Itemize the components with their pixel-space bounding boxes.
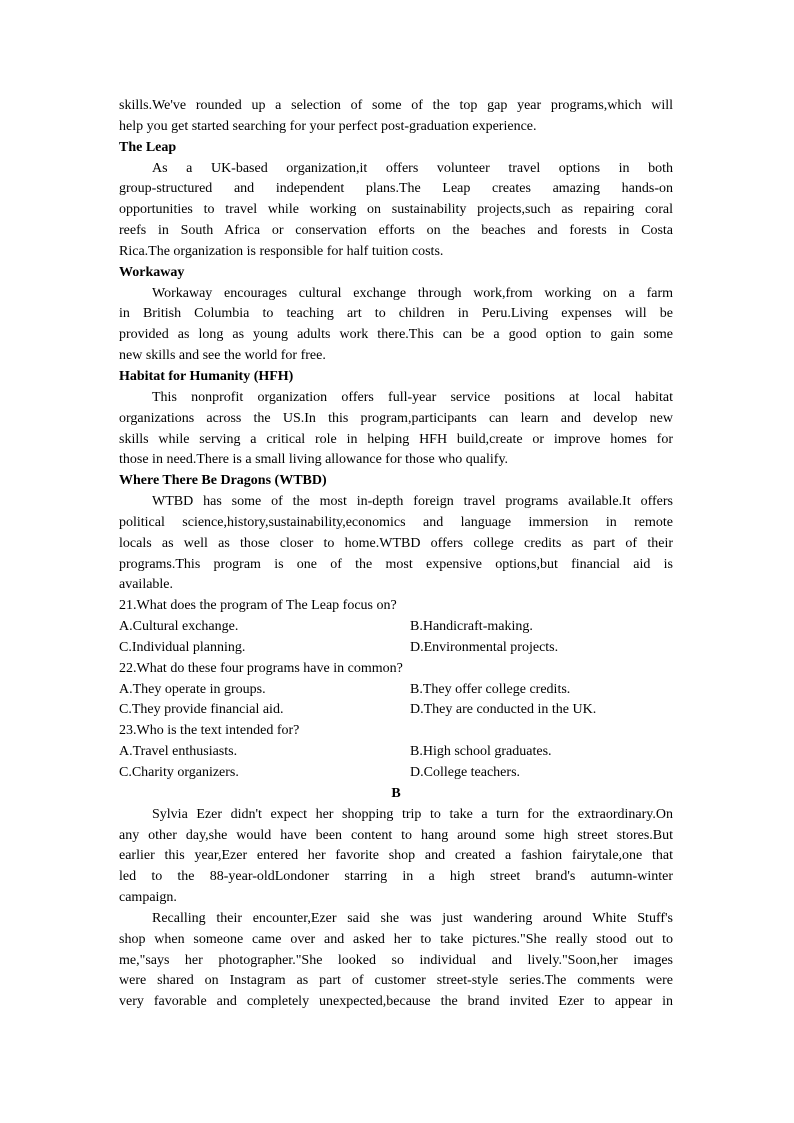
section-heading: Workaway [119, 264, 185, 280]
text-line: opportunities to travel while working on sustainability projects,such as repairing coral [119, 202, 673, 218]
answer-option[interactable]: A.They operate in groups. [119, 681, 266, 697]
question-stem: 22.What do these four programs have in common? [119, 660, 403, 676]
options-row [119, 700, 673, 721]
text-line: any other day,she would have been content to hang around some high street stores.But [119, 827, 673, 843]
text-line: This nonprofit organization offers full-year service positions at local habitat [152, 389, 673, 405]
text-line: As a UK-based organization,it offers volunteer travel options in both [152, 160, 673, 176]
text-line: group-structured and independent plans.The Leap creates amazing hands-on [119, 181, 673, 197]
section-heading: Where There Be Dragons (WTBD) [119, 473, 327, 489]
section-heading: Habitat for Humanity (HFH) [119, 368, 294, 384]
text-line: locals as well as those closer to home.WTBD offers college credits as part of their [119, 535, 673, 551]
answer-option[interactable]: A.Cultural exchange. [119, 619, 239, 635]
text-line: in British Columbia to teaching art to children in Peru.Living expenses will be [119, 306, 673, 322]
options-row [119, 617, 673, 638]
question-stem: 21.What does the program of The Leap focus on? [119, 598, 397, 614]
text-line: very favorable and completely unexpected,because the brand invited Ezer to appear in [119, 994, 673, 1010]
text-line: new skills and see the world for free. [119, 348, 326, 364]
options-row [119, 680, 673, 701]
text-line: Workaway encourages cultural exchange through work,from working on a farm [152, 285, 673, 301]
answer-option[interactable]: A.Travel enthusiasts. [119, 744, 238, 760]
answer-option[interactable]: D.College teachers. [410, 765, 521, 780]
text-line: skills while serving a critical role in helping HFH build,create or improve homes for [119, 431, 673, 447]
answer-option[interactable]: D.They are conducted in the UK. [410, 702, 597, 718]
answer-option[interactable]: D.Environmental projects. [410, 639, 559, 655]
options-row [119, 638, 673, 659]
text-line: political science,history,sustainability,economics and language immersion in remote [119, 514, 673, 530]
text-line: were shared on Instagram as part of customer street-style series.The comments were [119, 973, 673, 989]
options-row [119, 742, 673, 763]
answer-option[interactable]: B.They offer college credits. [410, 681, 571, 697]
text-line: campaign. [119, 890, 177, 906]
text-line: available. [119, 577, 174, 593]
text-line: WTBD has some of the most in-depth foreign travel programs available.It offers [152, 494, 673, 510]
section-heading: The Leap [119, 139, 177, 155]
text-line: Rica.The organization is responsible for half tuition costs. [119, 243, 444, 259]
section-letter: B [391, 785, 401, 801]
text-line: earlier this year,Ezer entered her favorite shop and created a fashion fairytale,one that [119, 848, 673, 864]
text-line: provided as long as young adults work there.This can be a good option to gain some [119, 327, 673, 343]
answer-option[interactable]: C.Individual planning. [119, 639, 246, 655]
text-line: shop when someone came over and asked her to take pictures."She really stood out to [119, 931, 673, 947]
question-stem: 23.Who is the text intended for? [119, 723, 300, 739]
text-line: Recalling their encounter,Ezer said she was just wandering around White Stuff's [152, 910, 673, 926]
text-line: reefs in South Africa or conservation efforts on the beaches and forests in Costa [119, 223, 673, 239]
answer-option[interactable]: C.Charity organizers. [119, 765, 239, 780]
options-row [119, 763, 673, 784]
answer-option[interactable]: B.Handicraft-making. [410, 619, 533, 635]
text-line: me,"says her photographer."She looked so individual and lively."Soon,her images [119, 952, 673, 968]
text-line: led to the 88-year-oldLondoner starring in a high street brand's autumn-winter [119, 869, 673, 885]
text-line: Sylvia Ezer didn't expect her shopping trip to take a turn for the extraordinary.On [152, 806, 673, 822]
text-line: help you get started searching for your perfect post-graduation experience. [119, 118, 537, 134]
text-line: programs.This program is one of the most expensive options,but financial aid is [119, 556, 673, 572]
text-line: those in need.There is a small living allowance for those who qualify. [119, 452, 509, 468]
text-line: organizations across the US.In this program,participants can learn and develop new [119, 410, 673, 426]
answer-option[interactable]: C.They provide financial aid. [119, 702, 284, 718]
text-line: skills.We've rounded up a selection of some of the top gap year programs,which will [119, 98, 673, 113]
document-page [119, 96, 673, 1013]
answer-option[interactable]: B.High school graduates. [410, 744, 552, 760]
